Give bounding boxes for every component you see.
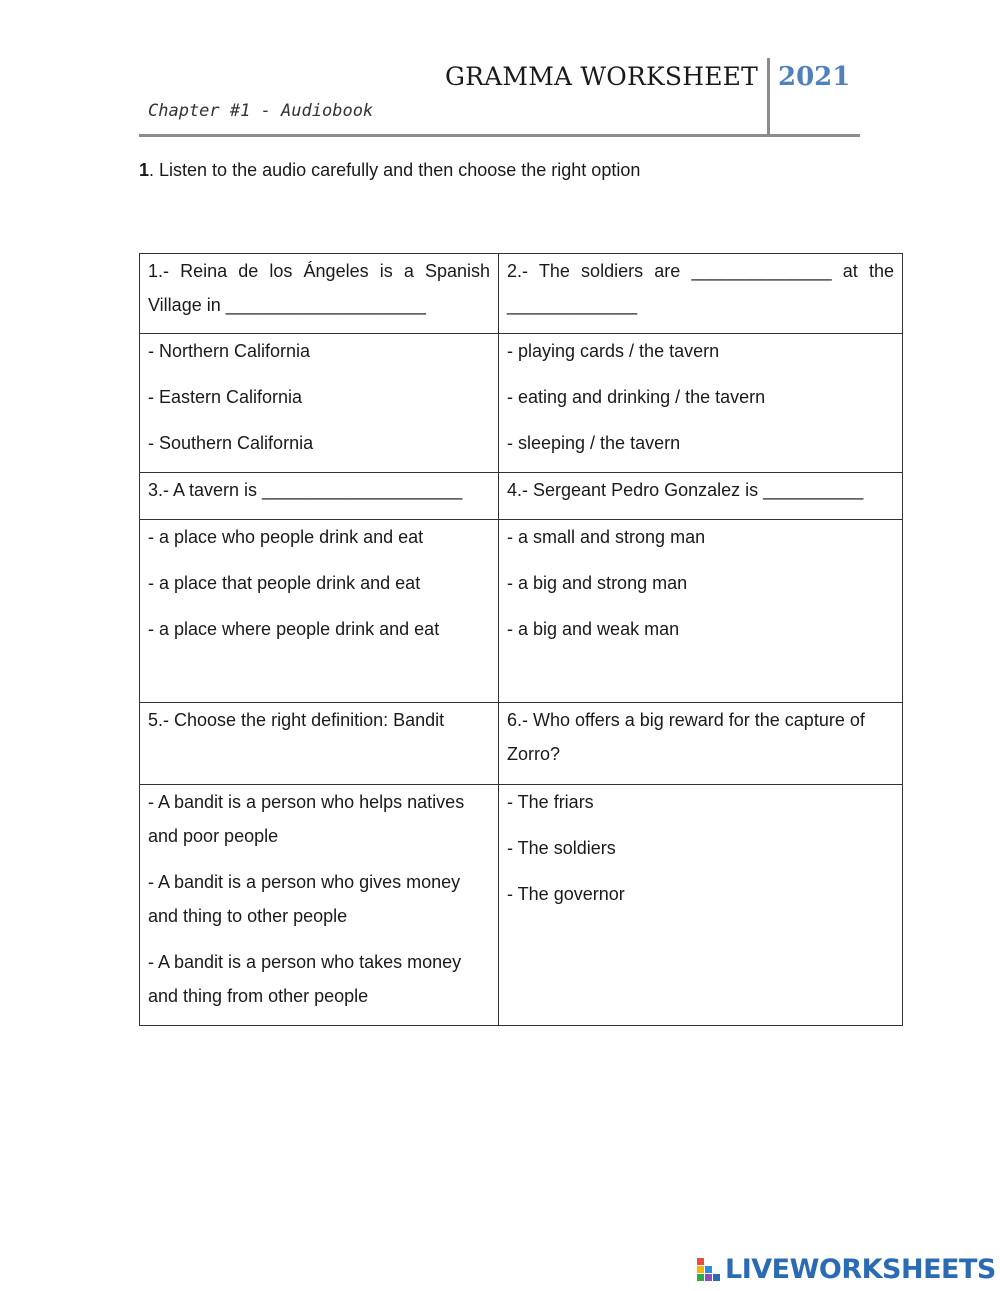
question-4-option-c[interactable]: - a big and weak man bbox=[507, 619, 680, 639]
question-1-option-b[interactable]: - Eastern California bbox=[148, 387, 303, 407]
question-5-option-b[interactable]: - A bandit is a person who gives money and thing to other people bbox=[148, 872, 461, 926]
question-5-cell bbox=[140, 703, 499, 785]
question-2-option-b[interactable]: - eating and drinking / the tavern bbox=[507, 387, 766, 407]
options-row-1 bbox=[140, 334, 903, 473]
question-3-cell bbox=[140, 473, 499, 520]
question-4-options bbox=[499, 520, 903, 703]
question-2-options bbox=[499, 334, 903, 473]
question-2-text-line1: 2.- The soldiers are ______________ at the bbox=[507, 261, 894, 281]
instruction-text: . Listen to the audio carefully and then choose the right option bbox=[149, 160, 641, 180]
question-1-option-a[interactable]: - Northern California bbox=[148, 341, 311, 361]
question-5-text: 5.- Choose the right definition: Bandit bbox=[148, 710, 445, 730]
question-1-text-line2: Village in ____________________ bbox=[148, 295, 426, 315]
question-1-option-c[interactable]: - Southern California bbox=[148, 433, 314, 453]
question-row-2 bbox=[140, 473, 903, 520]
question-2-option-c[interactable]: - sleeping / the tavern bbox=[507, 433, 681, 453]
question-row-3 bbox=[140, 703, 903, 785]
question-3-options bbox=[140, 520, 499, 703]
question-4-option-b[interactable]: - a big and strong man bbox=[507, 573, 688, 593]
options-row-3 bbox=[140, 785, 903, 1026]
question-1-text-line1: 1.- Reina de los Ángeles is a Spanish bbox=[148, 261, 490, 281]
question-6-option-b[interactable]: - The soldiers bbox=[507, 838, 616, 858]
instruction-line bbox=[139, 160, 640, 181]
question-5-option-c[interactable]: - A bandit is a person who takes money and thing from other people bbox=[148, 952, 462, 1006]
question-6-options bbox=[499, 785, 903, 1026]
question-5-option-a[interactable]: - A bandit is a person who helps natives and poor people bbox=[148, 792, 465, 846]
header-divider-horizontal bbox=[139, 134, 860, 137]
worksheet-year: 2021 bbox=[778, 62, 851, 92]
question-4-option-a[interactable]: - a small and strong man bbox=[507, 527, 706, 547]
question-6-text: 6.- Who offers a big reward for the capture of Zorro? bbox=[507, 710, 865, 764]
question-2-text-line2: _____________ bbox=[507, 295, 638, 315]
question-3-option-c[interactable]: - a place where people drink and eat bbox=[148, 619, 440, 639]
question-row-1 bbox=[140, 254, 903, 334]
question-6-option-c[interactable]: - The governor bbox=[507, 884, 625, 904]
question-5-options bbox=[140, 785, 499, 1026]
question-1-options bbox=[140, 334, 499, 473]
question-4-cell bbox=[499, 473, 903, 520]
header-divider-vertical bbox=[767, 58, 770, 136]
worksheet-title: GRAMMA WORKSHEET bbox=[444, 62, 758, 91]
quiz-table bbox=[139, 253, 903, 1026]
chapter-subtitle: Chapter #1 - Audiobook bbox=[148, 101, 374, 121]
question-3-text: 3.- A tavern is ____________________ bbox=[148, 480, 463, 500]
question-2-option-a[interactable]: - playing cards / the tavern bbox=[507, 341, 720, 361]
question-1-cell bbox=[140, 254, 499, 334]
options-row-2 bbox=[140, 520, 903, 703]
question-2-cell bbox=[499, 254, 903, 334]
question-6-option-a[interactable]: - The friars bbox=[507, 792, 594, 812]
liveworksheets-logo-text: LIVEWORKSHEETS bbox=[725, 1254, 996, 1285]
question-6-cell bbox=[499, 703, 903, 785]
question-3-option-a[interactable]: - a place who people drink and eat bbox=[148, 527, 424, 547]
question-3-option-b[interactable]: - a place that people drink and eat bbox=[148, 573, 421, 593]
liveworksheets-logo-icon bbox=[697, 1257, 723, 1283]
liveworksheets-logo[interactable] bbox=[697, 1254, 996, 1285]
question-4-text: 4.- Sergeant Pedro Gonzalez is __________ bbox=[507, 480, 864, 500]
instruction-number: 1 bbox=[139, 160, 150, 180]
